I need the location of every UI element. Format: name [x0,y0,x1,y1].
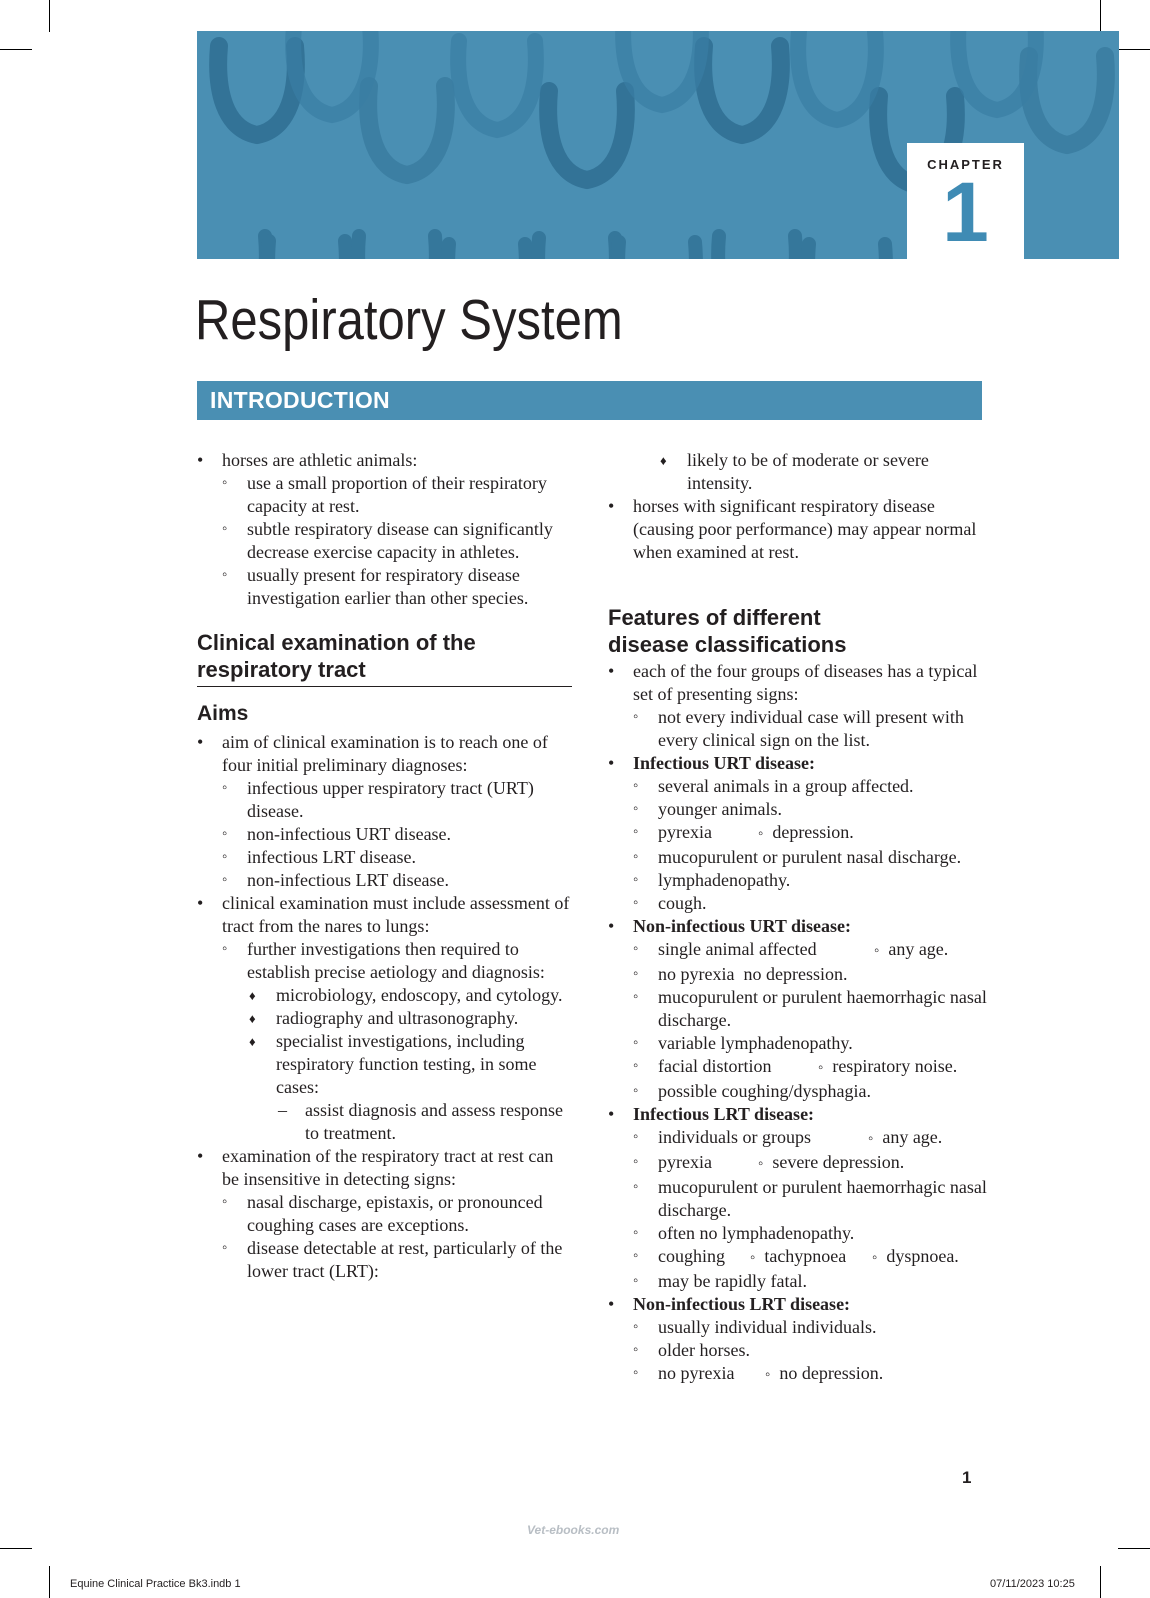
list-item: ◦ lymphadenopathy. [633,869,993,892]
list-item: • examination of the respiratory tract at rest can be insensitive in detecting signs: ◦ nasal discharge, epistaxis, or pronounced coughing cases are exceptions. ◦ disease detectable at rest, particularly of the lower tract (LRT): [197,1145,572,1283]
list-item: • Non-infectious URT disease: ◦ single animal affected◦ any age. ◦ no pyrexia no depression. ◦ mucopurulent or purulent haemorrhagic nasal discharge. ◦ variable lymphadenopathy. ◦ facial distortion◦ respiratory noise. ◦ possible coughing/dysphagia. [608,915,993,1103]
list-item: ◦ cough. [633,892,993,915]
heading-clinical-examination: Clinical examination of the respiratory tract [197,629,572,687]
list-item: • clinical examination must include assessment of tract from the nares to lungs: ◦ further investigations then required to establish precise aetiology and diagnosis: ♦ microbiology, endoscopy, and cytology. ♦ radiography and ultrasonography. ♦ specialist investigations, including respiratory function testing, in some cases: – assist diagnosis and assess response to treatment. [197,892,572,1145]
left-column [197,449,572,1283]
slug-left: Equine Clinical Practice Bk3.indb 1 [70,1578,241,1590]
list-item: ◦ not every individual case will present with every clinical sign on the list. [633,706,993,752]
list-item: ◦ infectious LRT disease. [222,846,572,869]
crop-mark [1118,49,1150,50]
list-item: ◦ variable lymphadenopathy. [633,1032,993,1055]
list-item: • Infectious URT disease: ◦ several animals in a group affected. ◦ younger animals. ◦ pyrexia◦ depression. ◦ mucopurulent or purulent nasal discharge. ◦ lymphadenopathy. ◦ cough. [608,752,993,915]
list-item: ◦ facial distortion◦ respiratory noise. [633,1055,993,1080]
list-item: • horses are athletic animals: ◦ use a small proportion of their respiratory capacity at rest. ◦ subtle respiratory disease can significantly decrease exercise capacity in athletes. ◦ usually present for respiratory disease investigation earlier than other species. [197,449,572,610]
list-item: ◦ subtle respiratory disease can significantly decrease exercise capacity in athletes. [222,518,572,564]
section-header: INTRODUCTION [210,387,390,413]
page-number: 1 [962,1468,972,1487]
chapter-number: 1 [942,165,989,259]
list-item: ◦ younger animals. [633,798,993,821]
chapter-box [907,143,1024,259]
slug-right: 07/11/2023 10:25 [990,1578,1075,1590]
list-item: ◦ nasal discharge, epistaxis, or pronounced coughing cases are exceptions. [222,1191,572,1237]
page-title: Respiratory System [195,288,623,352]
list-item: ◦ possible coughing/dysphagia. [633,1080,993,1103]
crop-mark [0,49,32,50]
list-item: ◦ pyrexia◦ severe depression. [633,1151,993,1176]
list-item: ◦ single animal affected◦ any age. [633,938,993,963]
list-item: ◦ mucopurulent or purulent haemorrhagic nasal discharge. [633,986,993,1032]
crop-mark [1100,1566,1101,1598]
right-column [608,449,993,1387]
crop-mark [0,1548,32,1549]
list-item: ◦ several animals in a group affected. [633,775,993,798]
list-item: ◦ pyrexia◦ depression. [633,821,993,846]
list-item: ◦ mucopurulent or purulent nasal discharge. [633,846,993,869]
list-item: • each of the four groups of diseases has a typical set of presenting signs: ◦ not every individual case will present with every clinical sign on the list. [608,660,993,752]
list-item: ♦ microbiology, endoscopy, and cytology. [247,984,572,1007]
list-item: ◦ mucopurulent or purulent haemorrhagic nasal discharge. [633,1176,993,1222]
list-item: ◦ non-infectious URT disease. [222,823,572,846]
list-item: ◦ coughing◦ tachypnoea◦ dyspnoea. [633,1245,993,1270]
list-item: – assist diagnosis and assess response to treatment. [276,1099,572,1145]
list-item: • aim of clinical examination is to reach one of four initial preliminary diagnoses: ◦ infectious upper respiratory tract (URT) disease. ◦ non-infectious URT disease. ◦ infectious LRT disease. ◦ non-infectious LRT disease. [197,731,572,892]
heading-features: Features of different disease classifications [608,605,847,657]
list-item: ◦ non-infectious LRT disease. [222,869,572,892]
list-item: ◦ disease detectable at rest, particularly of the lower tract (LRT): [222,1237,572,1283]
list-item: • Infectious LRT disease: ◦ individuals or groups◦ any age. ◦ pyrexia◦ severe depression. ◦ mucopurulent or purulent haemorrhagic nasal discharge. ◦ often no lymphadenopathy. ◦ coughing◦ tachypnoea◦ dyspnoea. ◦ may be rapidly fatal. [608,1103,993,1293]
crop-mark [49,0,50,32]
list-item: ◦ use a small proportion of their respiratory capacity at rest. [222,472,572,518]
list-item: ◦ usually individual individuals. [633,1316,993,1339]
list-item: ◦ no pyrexia no depression. [633,963,993,986]
list-item: • horses with significant respiratory disease (causing poor performance) may appear normal when examined at rest. [608,495,993,564]
list-item: ◦ individuals or groups◦ any age. [633,1126,993,1151]
chapter-label: CHAPTER [927,157,1004,172]
crop-mark [1100,0,1101,32]
watermark: Vet-ebooks.com [527,1523,620,1537]
heading-aims: Aims [197,702,249,725]
section-header-bar [197,381,982,420]
list-item: ♦ specialist investigations, including respiratory function testing, in some cases: – assist diagnosis and assess response to treatment. [247,1030,572,1145]
list-item: ♦ radiography and ultrasonography. [247,1007,572,1030]
list-item: ◦ usually present for respiratory disease investigation earlier than other species. [222,564,572,610]
list-item: ◦ older horses. [633,1339,993,1362]
list-item: ◦ no pyrexia◦ no depression. [633,1362,993,1387]
list-item: ◦ often no lymphadenopathy. [633,1222,993,1245]
crop-mark [49,1566,50,1598]
list-item: ◦ infectious upper respiratory tract (URT) disease. [222,777,572,823]
list-item: • Non-infectious LRT disease: ◦ usually individual individuals. ◦ older horses. ◦ no pyrexia◦ no depression. [608,1293,993,1387]
list-item: ◦ further investigations then required to establish precise aetiology and diagnosis: ♦ microbiology, endoscopy, and cytology. ♦ radiography and ultrasonography. ♦ specialist investigations, including respiratory function testing, in some cases: – assist diagnosis and assess response to treatment. [222,938,572,1145]
crop-mark [1118,1548,1150,1549]
list-item: ◦ may be rapidly fatal. [633,1270,993,1293]
list-item: ♦ likely to be of moderate or severe intensity. [658,449,993,495]
